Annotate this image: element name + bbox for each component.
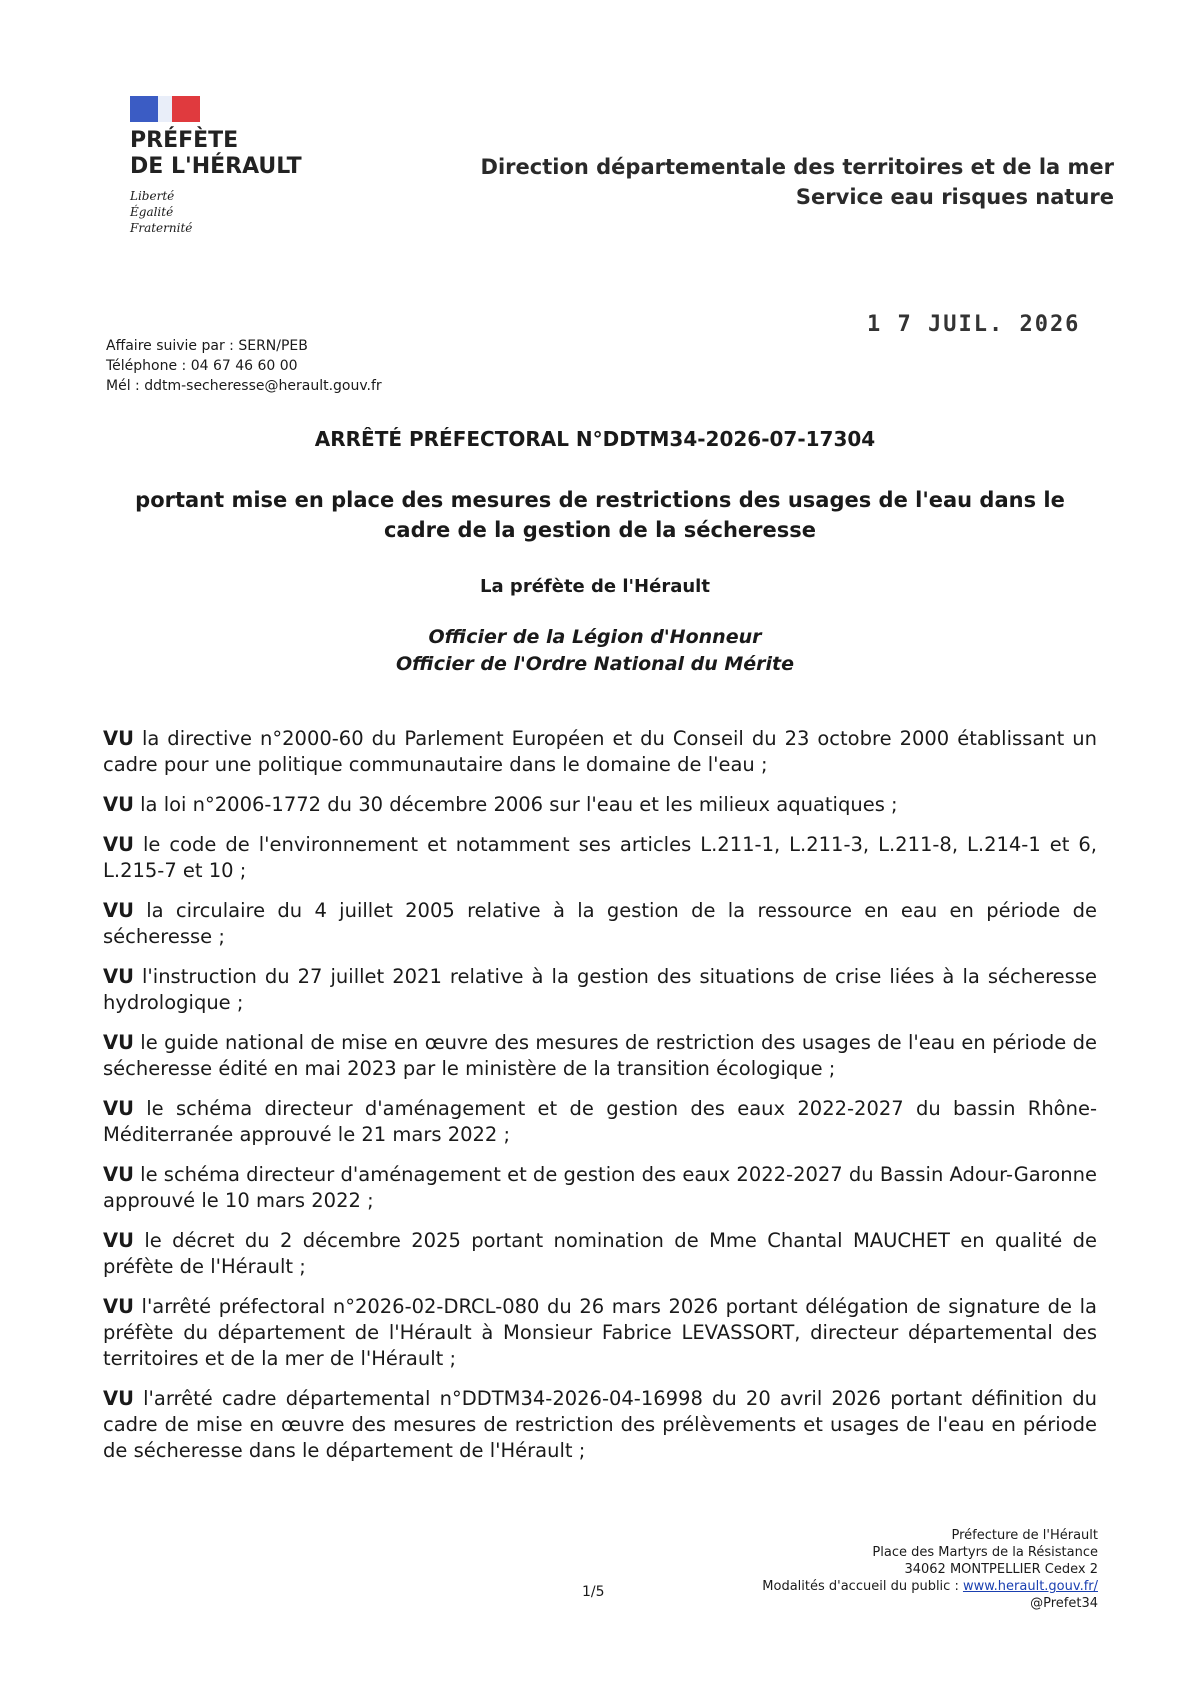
visa-keyword: VU xyxy=(103,1387,134,1410)
footer-twitter: @Prefet34 xyxy=(1030,1596,1098,1611)
footer-prefecture: Préfecture de l'Hérault xyxy=(951,1528,1098,1543)
visa-item xyxy=(103,1386,1097,1464)
footer-accueil xyxy=(762,1578,1098,1595)
visa-keyword: VU xyxy=(103,1229,134,1252)
visa-item xyxy=(103,792,1097,818)
motto-liberte: Liberté xyxy=(130,189,175,203)
service-name: Service eau risques nature xyxy=(795,185,1114,209)
visa-text: la loi n°2006-1772 du 30 décembre 2006 sur l'eau et les milieux aquatiques ; xyxy=(133,793,898,816)
visa-text: le code de l'environnement et notamment ses articles L.211-1, L.211-3, L.211-8, L.214-1 et 6, L.215-7 et 10 ; xyxy=(103,833,1097,882)
visa-keyword: VU xyxy=(103,1097,134,1120)
motto xyxy=(130,188,330,236)
contact-email: Mél : ddtm-secheresse@herault.gouv.fr xyxy=(106,378,382,394)
date-stamp: 1 7 JUIL. 2026 xyxy=(867,312,1081,337)
visa-text: l'arrêté préfectoral n°2026-02-DRCL-080 du 26 mars 2026 portant délégation de signature de la préfète du département de l'Hérault à Monsieur Fabrice LEVASSORT, directeur départemental des territoires et de la mer de l'Hérault ; xyxy=(103,1295,1097,1370)
contact-block xyxy=(106,336,382,396)
footer-address xyxy=(762,1527,1098,1612)
footer-city: 34062 MONTPELLIER Cedex 2 xyxy=(904,1562,1098,1577)
visa-text: l'arrêté cadre départemental n°DDTM34-2026-04-16998 du 20 avril 2026 portant définition du cadre de mise en œuvre des mesures de restriction des prélèvements et usages de l'eau en période de sécheresse dans le département de l'Hérault ; xyxy=(103,1387,1097,1462)
visa-text: le décret du 2 décembre 2025 portant nomination de Mme Chantal MAUCHET en qualité de préfète de l'Hérault ; xyxy=(103,1229,1097,1278)
motto-egalite: Égalité xyxy=(130,205,174,219)
footer-street: Place des Martyrs de la Résistance xyxy=(872,1545,1098,1560)
visa-item xyxy=(103,1228,1097,1280)
honor-merite: Officier de l'Ordre National du Mérite xyxy=(395,653,795,675)
prefecture-name-line1: PRÉFÈTE xyxy=(130,128,239,153)
contact-telephone: Téléphone : 04 67 46 60 00 xyxy=(106,358,298,374)
direction-name: Direction départementale des territoires et de la mer xyxy=(480,155,1114,179)
visa-text: la circulaire du 4 juillet 2005 relative à la gestion de la ressource en eau en période de sécheresse ; xyxy=(103,899,1097,948)
motto-fraternite: Fraternité xyxy=(130,221,193,235)
visa-item xyxy=(103,726,1097,778)
visa-keyword: VU xyxy=(103,833,134,856)
visa-keyword: VU xyxy=(103,727,134,750)
visa-item xyxy=(103,1030,1097,1082)
contact-affaire: Affaire suivie par : SERN/PEB xyxy=(106,338,308,354)
visa-item xyxy=(103,964,1097,1016)
visa-keyword: VU xyxy=(103,899,134,922)
visa-text: le schéma directeur d'aménagement et de gestion des eaux 2022-2027 du bassin Rhône-Méditerranée approuvé le 21 mars 2022 ; xyxy=(103,1097,1097,1146)
website-link[interactable]: www.herault.gouv.fr/ xyxy=(962,1579,1098,1594)
visa-item xyxy=(103,1162,1097,1214)
page-number: 1/5 xyxy=(582,1584,605,1600)
visa-item xyxy=(103,898,1097,950)
visa-text: le guide national de mise en œuvre des mesures de restriction des usages de l'eau en période de sécheresse édité en mai 2023 par le ministère de la transition écologique ; xyxy=(103,1031,1097,1080)
footer-accueil-label: Modalités d'accueil du public : xyxy=(762,1579,963,1594)
visa-keyword: VU xyxy=(103,793,134,816)
visa-text: l'instruction du 27 juillet 2021 relative à la gestion des situations de crise liées à la sécheresse hydrologique ; xyxy=(103,965,1097,1014)
visa-keyword: VU xyxy=(103,1295,134,1318)
visa-keyword: VU xyxy=(103,1031,134,1054)
visa-text: le schéma directeur d'aménagement et de gestion des eaux 2022-2027 du Bassin Adour-Garonne approuvé le 10 mars 2022 ; xyxy=(103,1163,1097,1212)
visa-keyword: VU xyxy=(103,1163,134,1186)
visa-text: la directive n°2000-60 du Parlement Européen et du Conseil du 23 octobre 2000 établissant un cadre pour une politique communautaire dans le domaine de l'eau ; xyxy=(103,727,1097,776)
document-title: ARRÊTÉ PRÉFECTORAL N°DDTM34-2026-07-17304 xyxy=(314,427,876,451)
direction-header xyxy=(481,152,1114,212)
honor-legion: Officier de la Légion d'Honneur xyxy=(428,626,762,648)
honors-block xyxy=(0,624,1190,678)
document-subtitle: portant mise en place des mesures de restrictions des usages de l'eau dans le cadre de la gestion de la sécheresse xyxy=(135,488,1065,542)
prefecture-logo xyxy=(130,96,330,236)
authority-line: La préfète de l'Hérault xyxy=(480,576,710,597)
visa-item xyxy=(103,1096,1097,1148)
marianne-flag-icon xyxy=(130,96,200,122)
prefecture-name-line2: DE L'HÉRAULT xyxy=(130,154,302,179)
visa-keyword: VU xyxy=(103,965,134,988)
visas-list xyxy=(103,726,1097,1478)
visa-item xyxy=(103,832,1097,884)
visa-item xyxy=(103,1294,1097,1372)
